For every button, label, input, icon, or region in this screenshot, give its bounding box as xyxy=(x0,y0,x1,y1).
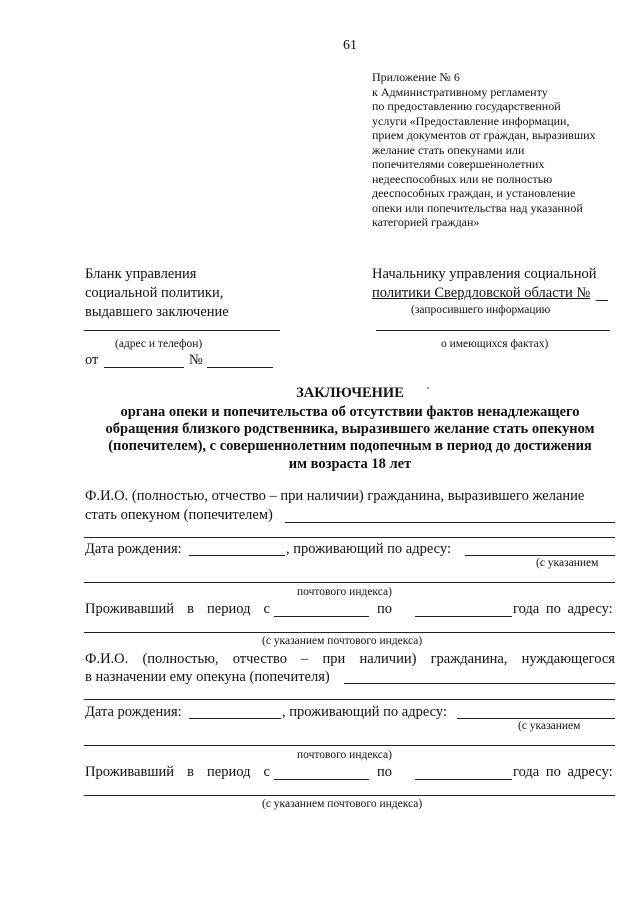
guardian-birth-blank xyxy=(189,555,285,556)
guardian-postal-full: (с указанием почтового индекса) xyxy=(262,635,423,647)
appendix-line: к Административному регламенту xyxy=(372,84,548,99)
recipient-line: политики Свердловской области № xyxy=(372,285,591,301)
ward-fio-blank-2 xyxy=(84,699,615,700)
ward-fio-label xyxy=(85,651,615,668)
guardian-postal-note: почтового индекса) xyxy=(297,586,392,598)
word: – xyxy=(301,651,309,667)
recipient-number-blank xyxy=(596,300,608,301)
ward-prev-address-blank xyxy=(84,795,615,796)
appendix-line: желание стать опекунами или xyxy=(372,142,525,157)
sender-line: социальной политики, xyxy=(85,285,224,301)
word: отчество xyxy=(232,651,287,667)
appendix-line: прием документов от граждан, выразивших xyxy=(372,128,596,142)
word: с xyxy=(263,764,270,780)
appendix-line: услуги «Предоставление информации, xyxy=(372,113,570,128)
appendix-line: попечителями совершеннолетних xyxy=(372,157,545,171)
guardian-year-label: года по адресу: xyxy=(513,601,613,617)
guardian-lived-label xyxy=(85,601,270,618)
guardian-address-blank xyxy=(465,555,615,556)
ward-period-from-blank xyxy=(274,779,369,780)
sender-line: Бланк управления xyxy=(85,266,197,282)
number-blank xyxy=(207,367,273,368)
title-line: органа опеки и попечительства об отсутствии фактов ненадлежащего xyxy=(120,404,580,420)
ward-by-label: по xyxy=(377,764,393,780)
ward-address-label: , проживающий по адресу: xyxy=(282,704,447,720)
address-caption: (адрес и телефон) xyxy=(115,338,203,350)
word: в xyxy=(187,764,194,780)
word: наличии) xyxy=(359,651,417,667)
ward-birth-label: Дата рождения: xyxy=(85,704,182,720)
appendix-line: недееспособных или не полностью xyxy=(372,171,553,186)
ward-birth-blank xyxy=(189,718,281,719)
recipient-info-line xyxy=(376,330,610,331)
guardian-by-label: по xyxy=(377,601,393,617)
guardian-birth-label: Дата рождения: xyxy=(85,541,182,557)
word: гражданина, xyxy=(430,651,508,667)
date-blank xyxy=(104,367,184,368)
word: нуждающегося xyxy=(521,651,615,667)
appendix-block xyxy=(372,70,596,230)
recipient-line: Начальнику управления социальной xyxy=(372,266,597,282)
appendix-line: Приложение № 6 xyxy=(372,70,460,84)
page-number: 61 xyxy=(343,38,357,53)
ward-address-note: (с указанием xyxy=(518,720,581,732)
recipient-caption: (запросившего информацию xyxy=(411,304,551,316)
guardian-fio-blank xyxy=(285,522,615,523)
guardian-fio-label: Ф.И.О. (полностью, отчество – при наличии) гражданина, выразившего желание xyxy=(85,488,585,504)
guardian-period-to-blank xyxy=(415,616,512,617)
word: Ф.И.О. xyxy=(85,651,129,667)
ward-postal-note: почтового индекса) xyxy=(297,749,392,761)
guardian-address-blank-2 xyxy=(84,582,615,583)
number-label: № xyxy=(189,352,203,368)
word: при xyxy=(322,651,346,667)
appendix-line: по предоставлению государственной xyxy=(372,99,561,113)
sender-address-line xyxy=(84,330,280,331)
ward-period-to-blank xyxy=(415,779,512,780)
recipient-caption: о имеющихся фактах) xyxy=(441,338,549,350)
from-label: от xyxy=(85,352,99,368)
word: период xyxy=(207,601,251,617)
appendix-line: дееспособных граждан, и установление xyxy=(372,186,576,200)
guardian-address-note: (с указанием xyxy=(536,557,599,569)
word: с xyxy=(263,601,270,617)
appendix-line: категорией граждан» xyxy=(372,215,480,229)
ward-fio-label-cont: в назначении ему опекуна (попечителя) xyxy=(85,669,330,685)
word: Проживавший xyxy=(85,764,175,780)
title-line: им возраста 18 лет xyxy=(288,456,412,472)
ward-fio-blank xyxy=(344,683,615,684)
ward-address-blank-2 xyxy=(84,745,615,746)
guardian-period-from-blank xyxy=(274,616,369,617)
guardian-fio-blank-2 xyxy=(84,537,615,538)
appendix-line: опеки или попечительства над указанной xyxy=(372,200,583,215)
word: (полностью, xyxy=(142,651,219,667)
title-line: обращения близкого родственника, выразившего желание стать опекуном xyxy=(105,421,595,437)
ward-postal-full: (с указанием почтового индекса) xyxy=(262,798,423,810)
ward-year-label: года по адресу: xyxy=(513,764,613,780)
word: период xyxy=(207,764,251,780)
ward-address-blank xyxy=(457,718,615,719)
word: в xyxy=(187,601,194,617)
ward-lived-label xyxy=(85,764,270,781)
guardian-prev-address-blank xyxy=(84,632,615,633)
document-title: ЗАКЛЮЧЕНИЕ xyxy=(296,385,404,401)
word: Проживавший xyxy=(85,601,175,617)
sender-block xyxy=(85,265,229,322)
guardian-fio-label-cont: стать опекуном (попечителем) xyxy=(85,507,273,523)
sender-line: выдавшего заключение xyxy=(85,304,229,320)
title-line: (попечителем), с совершеннолетним подопечным в период до достижения xyxy=(108,438,592,454)
guardian-address-label: , проживающий по адресу: xyxy=(286,541,451,557)
